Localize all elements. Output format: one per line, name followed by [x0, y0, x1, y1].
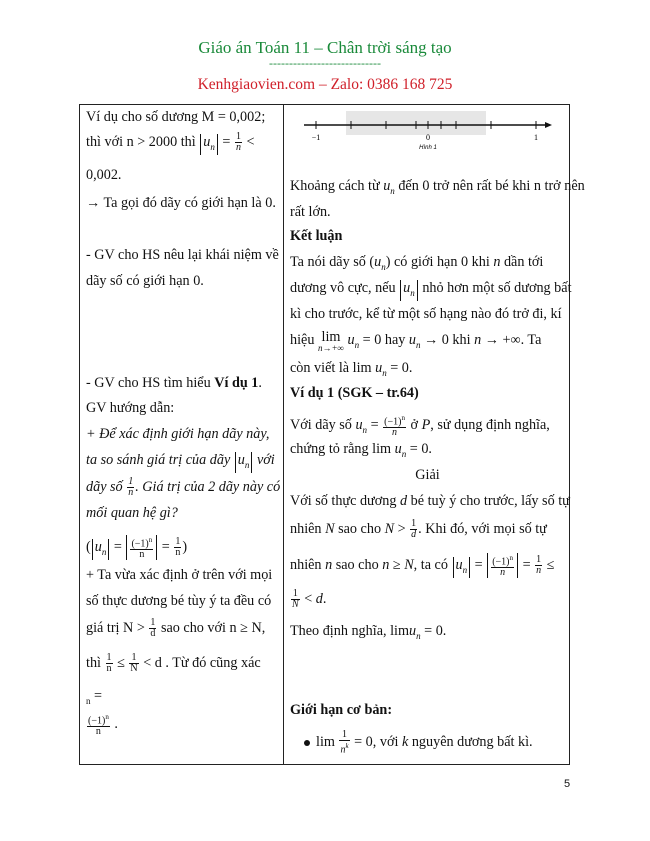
- left-line: → Ta gọi đó dãy có giới hạn là 0.: [86, 195, 276, 211]
- example-heading: Ví dụ 1 (SGK – tr.64): [290, 385, 419, 401]
- axis-arrow: [545, 122, 552, 128]
- left-line: - GV cho HS tìm hiểu Ví dụ 1.: [86, 375, 262, 391]
- left-line: dãy số có giới hạn 0.: [86, 273, 204, 289]
- header-title: Giáo án Toán 11 – Chân trời sáng tạo: [198, 38, 452, 57]
- right-column: [284, 105, 585, 765]
- left-line: thì với n > 2000 thì $u_n$ = $\frac{1}{n}$ <: [86, 131, 255, 153]
- figure-caption: Hình 1: [419, 145, 437, 151]
- right-line: hiệu lim n→+∞ $u_n = 0$ hay $u_n \to 0$ khi n → +∞. Ta: [290, 329, 542, 353]
- axis-label: −1: [311, 133, 321, 142]
- right-line: Khoảng cách từ $u_n$ đến 0 trở nên rất bé khi n trở nên: [290, 178, 585, 196]
- right-line: nhiên n sao cho n ≥ N, ta có $u_n$ = $\frac{(-1)^n}{n}$ = $\frac{1}{n}$ ≤: [290, 554, 555, 579]
- right-line: $\frac{1}{N}$ < d.: [292, 588, 327, 610]
- axis-label: 1: [534, 133, 538, 142]
- right-line: còn viết là $\lim u_n = 0$.: [290, 360, 413, 378]
- bullet-item: lim $\frac{1}{n^k}$ = 0, với k nguyên dương bất kì.: [304, 730, 533, 755]
- left-line: $_n$ =: [86, 688, 103, 706]
- left-line: + Ta vừa xác định ở trên với mọi: [86, 567, 273, 583]
- section-heading: Kết luận: [290, 228, 343, 244]
- right-line: chứng tỏ rằng $\lim u_n = 0$.: [290, 441, 432, 459]
- left-line: ta so sánh giá trị của dãy $u_n$ với: [86, 452, 275, 473]
- right-line: Với số thực dương d bé tuỳ ý cho trước, lấy số tự: [290, 493, 570, 509]
- number-line-figure: [296, 111, 566, 151]
- left-line: ( $u_n$ = $\frac{(-1)^n}{n}$ = $\frac{1}{n}$ ): [86, 536, 188, 561]
- right-line: dương vô cực, nếu $u_n$ nhỏ hơn một số dương bất: [290, 280, 572, 301]
- left-line: - GV cho HS nêu lại khái niệm về: [86, 247, 279, 263]
- left-column: [80, 105, 284, 765]
- left-line: giá trị N > $\frac{1}{d}$ sao cho với n ≥ N,: [86, 617, 266, 639]
- axis-label: 0: [426, 133, 430, 142]
- left-line: Ví dụ cho số dương M = 0,002;: [86, 109, 266, 125]
- bullet-icon: [304, 740, 310, 746]
- lesson-table: [79, 104, 585, 765]
- left-line: GV hướng dẫn:: [86, 400, 175, 416]
- left-line: + Để xác định giới hạn dãy này,: [86, 426, 270, 442]
- left-line: thì $\frac{1}{n}$ ≤ $\frac{1}{N}$ < d . Từ đó cũng xác: [86, 652, 261, 674]
- left-line: dãy số $\frac{1}{n}$ . Giá trị của 2 dãy này có: [86, 476, 281, 498]
- solution-heading: Giải: [415, 467, 440, 483]
- right-line: nhiên N sao cho N > $\frac{1}{d}$ . Khi đó, với mọi số tự: [290, 518, 547, 540]
- left-line: $\frac{(-1)^n}{n}$ .: [88, 713, 118, 738]
- header-contact: Kenhgiaovien.com – Zalo: 0386 168 725: [197, 76, 453, 93]
- right-line: kì cho trước, kể từ một số hạng nào đó trở đi, kí: [290, 306, 562, 322]
- header-divider: ----------------------------: [269, 56, 381, 70]
- right-line: rất lớn.: [290, 204, 331, 220]
- right-line: Ta nói dãy số $(u_n)$ có giới hạn 0 khi n dần tới: [290, 254, 544, 272]
- section-heading: Giới hạn cơ bản:: [290, 702, 393, 718]
- left-line: số thực dương bé tùy ý ta đều có: [86, 593, 272, 609]
- left-line: mối quan hệ gì?: [86, 505, 178, 521]
- page-number: 5: [564, 778, 571, 790]
- left-line: 0,002.: [86, 167, 122, 183]
- right-line: Với dãy số $u_n$ = $\frac{(-1)^n}{n}$ ở P, sử dụng định nghĩa,: [290, 414, 550, 439]
- right-line: Theo định nghĩa, limu$_n$ = 0.: [290, 623, 447, 641]
